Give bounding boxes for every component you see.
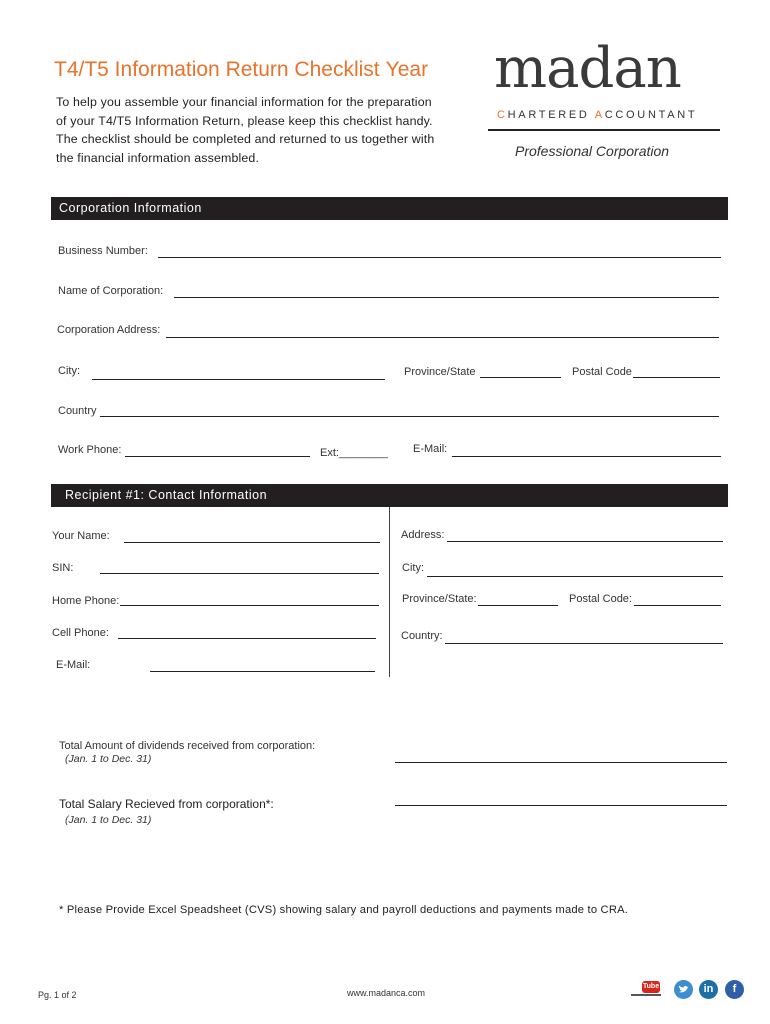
work-phone-label: Work Phone:	[58, 444, 122, 456]
dividends-field[interactable]	[395, 762, 727, 763]
intro-line: of your T4/T5 Information Return, please keep this checklist handy.	[56, 113, 433, 128]
home-phone-field[interactable]	[120, 605, 379, 606]
sin-field[interactable]	[100, 573, 379, 574]
logo-divider	[488, 129, 720, 131]
corp-postal-label: Postal Code	[572, 366, 632, 378]
logo-tagline: Professional Corporation	[515, 143, 670, 159]
recipient-email-field[interactable]	[150, 671, 375, 672]
recipient-email-label: E-Mail:	[56, 659, 91, 671]
corporation-name-field[interactable]	[174, 297, 719, 298]
corporation-section-header: Corporation Information	[51, 197, 728, 220]
corporation-address-field[interactable]	[166, 337, 719, 338]
page-number: Pg. 1 of 2	[38, 990, 77, 1000]
corp-email-label: E-Mail:	[413, 443, 448, 455]
youtube-icon-text: Tube	[642, 981, 660, 993]
corp-country-label: Country	[58, 405, 97, 417]
corp-email-field[interactable]	[452, 456, 721, 457]
corp-province-label: Province/State	[404, 366, 476, 378]
business-number-label: Business Number:	[58, 245, 148, 257]
cell-phone-field[interactable]	[118, 638, 376, 639]
youtube-icon[interactable]	[631, 981, 661, 998]
salary-period: (Jan. 1 to Dec. 31)	[65, 814, 152, 826]
footnote: * Please Provide Excel Speadsheet (CVS) showing salary and payroll deductions and payments made to CRA.	[59, 904, 629, 916]
recipient-address-label: Address:	[401, 529, 445, 541]
logo-wordmark: madan	[494, 36, 681, 101]
intro-line: the financial information assembled.	[56, 150, 260, 165]
ext-field[interactable]: Ext:________	[320, 447, 388, 459]
cell-phone-label: Cell Phone:	[52, 627, 109, 639]
recipient-city-label: City:	[402, 562, 424, 574]
corp-province-field[interactable]	[480, 377, 561, 378]
dividends-period: (Jan. 1 to Dec. 31)	[65, 753, 152, 765]
linkedin-icon[interactable]: in	[699, 980, 718, 999]
recipient-country-field[interactable]	[445, 643, 723, 644]
recipient-province-label: Province/State:	[402, 593, 477, 605]
salary-label: Total Salary Recieved from corporation*:	[59, 797, 274, 811]
intro-text	[56, 93, 466, 167]
corp-postal-field[interactable]	[633, 377, 720, 378]
recipient-column-divider	[389, 507, 390, 677]
corp-city-field[interactable]	[92, 379, 385, 380]
business-number-field[interactable]	[158, 257, 721, 258]
corporation-address-label: Corporation Address:	[57, 324, 161, 336]
work-phone-field[interactable]	[125, 456, 310, 457]
page-title	[54, 58, 428, 82]
recipient-province-field[interactable]	[478, 605, 558, 606]
youtube-icon-caption	[631, 994, 661, 996]
intro-line: The checklist should be completed and returned to us together with	[56, 132, 435, 147]
recipient-postal-label: Postal Code:	[569, 593, 632, 605]
your-name-label: Your Name:	[52, 530, 110, 542]
home-phone-label: Home Phone:	[52, 595, 120, 607]
corp-country-field[interactable]	[100, 416, 719, 417]
title-text: T4/T5 Information Return Checklist	[54, 58, 380, 81]
facebook-icon[interactable]: f	[725, 980, 744, 999]
dividends-label: Total Amount of dividends received from corporation:	[59, 740, 316, 752]
recipient-postal-field[interactable]	[634, 605, 721, 606]
intro-line: To help you assemble your financial information for the preparation	[56, 95, 432, 109]
recipient-country-label: Country:	[401, 630, 443, 642]
website-link[interactable]: www.madanca.com	[347, 988, 426, 998]
recipient-section-header: Recipient #1: Contact Information	[51, 484, 728, 507]
salary-field[interactable]	[395, 805, 727, 806]
year-label: Year	[385, 58, 429, 81]
logo-subtitle: CHARTERED ACCOUNTANT	[497, 109, 698, 121]
twitter-icon[interactable]	[674, 980, 693, 999]
recipient-address-field[interactable]	[447, 541, 723, 542]
recipient-city-field[interactable]	[427, 576, 723, 577]
sin-label: SIN:	[52, 562, 74, 574]
corporation-name-label: Name of Corporation:	[58, 285, 164, 297]
corp-city-label: City:	[58, 365, 80, 377]
your-name-field[interactable]	[124, 542, 380, 543]
